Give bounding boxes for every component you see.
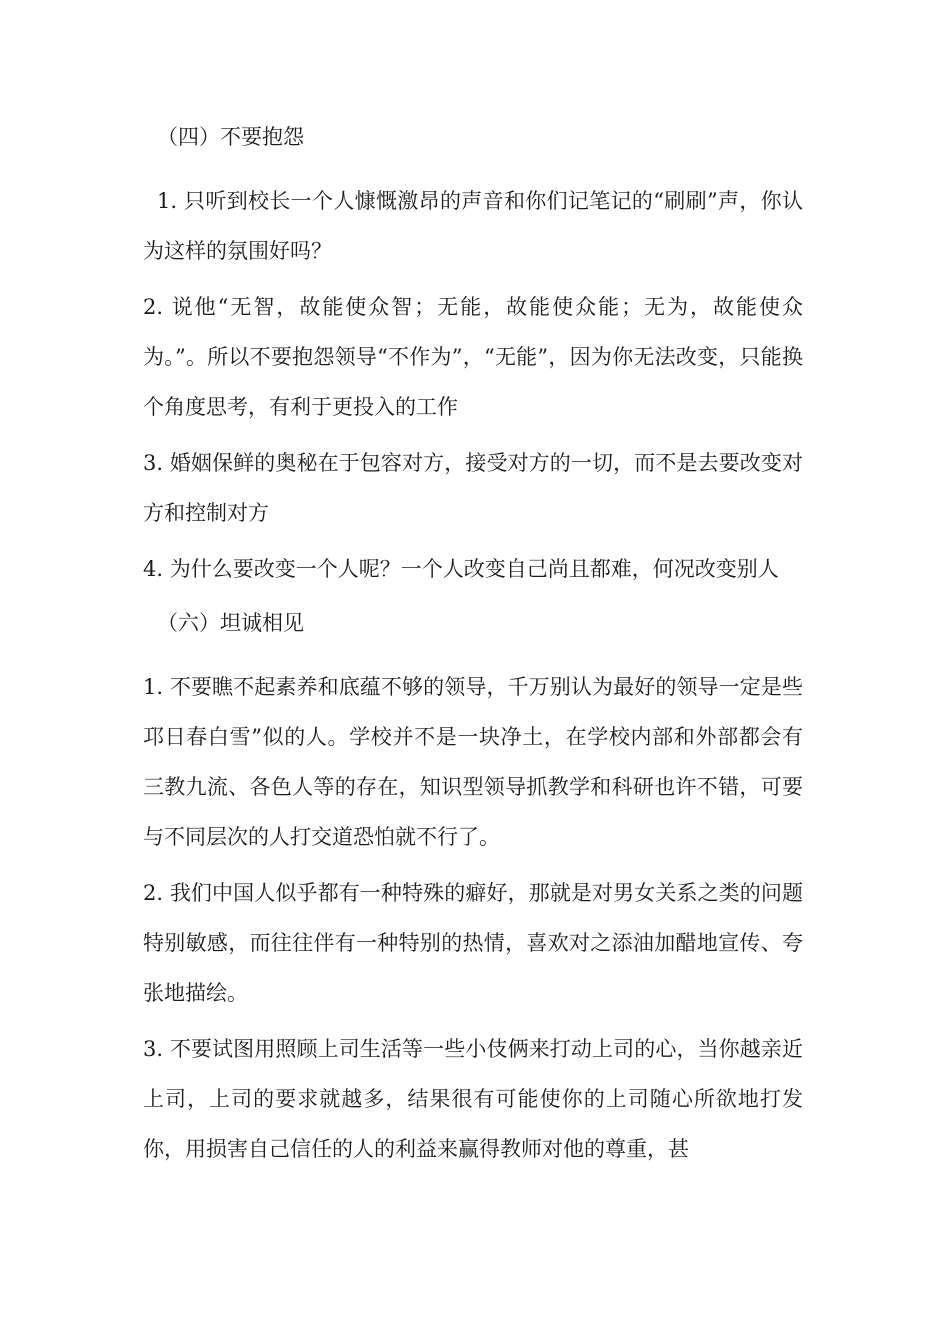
paragraph-item: 1. 只听到校长一个人慷慨激昂的声音和你们记笔记的“刷刷”声，你认为这样的氛围好吗？ [143,189,803,263]
paragraph-item: 3. 不要试图用照顾上司生活等一些小伎俩来打动上司的心，当你越亲近上司，上司的要求就越多，结果很有可能使你的上司随心所欲地打发你，用损害自己信任的人的利益来赢得教师对他的尊重，甚 [143,1037,803,1161]
paragraph-item: 2. 我们中国人似乎都有一种特殊的癖好，那就是对男女关系之类的问题特别敏感，而往往伴有一种特别的热情，喜欢对之添油加醋地宣传、夸张地描绘。 [143,881,803,1005]
paragraph-item: 1. 不要瞧不起素养和底蕴不够的领导，千万别认为最好的领导一定是些邛日春白雪”似的人。学校并不是一块净土，在学校内部和外部都会有三教九流、各色人等的存在，知识型领导抓教学和科研也许不错，可要与不同层次的人打交道恐怕就不行了。 [143,675,803,849]
paragraph-item: 4. 为什么要改变一个人呢？一个人改变自己尚且都难，何况改变别人 [143,557,779,581]
document-body [143,114,803,1180]
paragraph-item: 3. 婚姻保鲜的奥秘在于包容对方，接受对方的一切，而不是去要改变对方和控制对方 [143,451,803,525]
section-heading-frank-meeting: （六）坦诚相见 [157,611,304,635]
paragraph-item: 2. 说他“无智，故能使众智；无能，故能使众能；无为，故能使众为。”。所以不要抱怨领导“不作为”，“无能”，因为你无法改变，只能换个角度思考，有利于更投入的工作 [143,295,803,419]
section-heading-not-complain: （四）不要抱怨 [157,125,304,149]
